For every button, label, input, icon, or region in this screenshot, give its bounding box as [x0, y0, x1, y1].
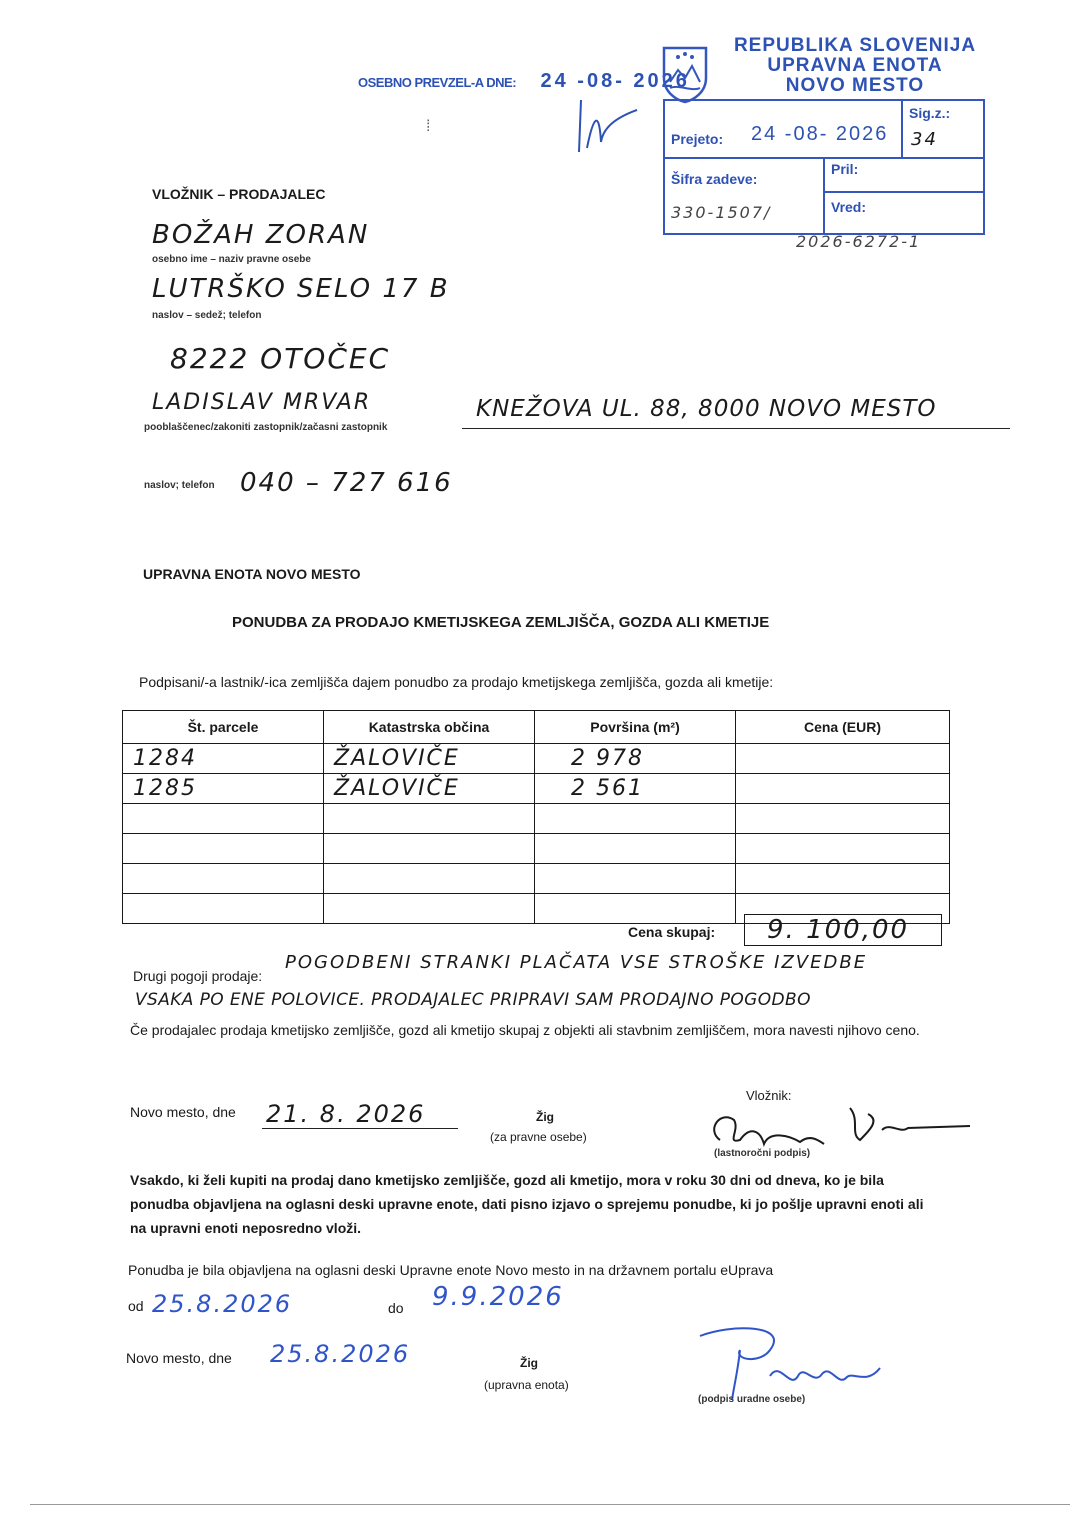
- authority-name: UPRAVNA ENOTA NOVO MESTO: [143, 566, 361, 582]
- cell-area: [535, 894, 736, 924]
- pril-label: Pril:: [831, 161, 859, 177]
- cell-cadastral: ŽALOVIČE: [324, 744, 535, 774]
- stamp-line1: REPUBLIKA SLOVENIJA: [733, 35, 977, 56]
- applicant-section-title: VLOŽNIK – PRODAJALEC: [152, 186, 326, 202]
- col-header-price: Cena (EUR): [736, 711, 950, 744]
- cell-parcel: [123, 894, 324, 924]
- note-text: Če prodajalec prodaja kmetijsko zemljišče, gozd ali kmetijo skupaj z objekti ali stavbnim zemljiščem, mora navesti njihovo ceno.: [130, 1022, 920, 1038]
- publication-to-label: do: [388, 1300, 404, 1316]
- received-stamp-date: 24 -08- 2026: [540, 70, 690, 92]
- intro-text: Podpisani/-a lastnik/-ica zemljišča dajem ponudbo za prodajo kmetijskega zemljišča, gozda ali kmetije:: [139, 674, 774, 690]
- sig-value: 34: [911, 129, 938, 150]
- total-box: [744, 914, 942, 946]
- table-row: [123, 864, 950, 894]
- signature-caption: (lastnoročni podpis): [714, 1148, 811, 1159]
- cell-area: [535, 834, 736, 864]
- cell-price: [736, 834, 950, 864]
- seal-caption: (za pravne osebe): [490, 1130, 587, 1144]
- cell-area: 2 978: [535, 744, 736, 774]
- signing-date: 21. 8. 2026: [266, 1100, 426, 1128]
- col-header-cadastral: Katastrska občina: [324, 711, 535, 744]
- received-signature: [565, 88, 645, 158]
- authority-stamp-title: [715, 36, 995, 96]
- signing-place-label: Novo mesto, dne: [130, 1104, 236, 1120]
- representative-address: KNEŽOVA UL. 88, 8000 NOVO MESTO: [476, 396, 937, 422]
- seal-label: Žig: [536, 1110, 554, 1124]
- publication-to-date: 9.9.2026: [432, 1282, 564, 1312]
- sig-label: Sig.z.:: [909, 105, 951, 121]
- coat-of-arms-icon: [660, 44, 710, 104]
- official-seal-caption: (upravna enota): [484, 1378, 569, 1392]
- applicant-name: BOŽAH ZORAN: [152, 220, 370, 250]
- cell-cadastral: [324, 804, 535, 834]
- applicant-address: LUTRŠKO SELO 17 B: [152, 274, 450, 304]
- cell-area: 2 561: [535, 774, 736, 804]
- conditions-label: Drugi pogoji prodaje:: [133, 968, 263, 984]
- cell-parcel: 1285: [123, 774, 324, 804]
- stamp-line2: UPRAVNA ENOTA: [767, 55, 943, 76]
- prejeto-label: Prejeto:: [671, 131, 724, 147]
- publication-from-date: 25.8.2026: [152, 1290, 293, 1318]
- cell-cadastral: ŽALOVIČE: [324, 774, 535, 804]
- official-signature-caption: (podpis uradne osebe): [698, 1394, 806, 1405]
- case-number-continued: 2026-6272-1: [796, 232, 922, 251]
- conditions-line1: POGODBENI STRANKI PLAČATA VSE STROŠKE IZVEDBE: [285, 952, 868, 973]
- received-stamp-label: OSEBNO PREVZEL-A DNE:: [358, 75, 517, 90]
- applicant-name-caption: osebno ime – naziv pravne osebe: [152, 254, 311, 265]
- official-place-label: Novo mesto, dne: [126, 1350, 232, 1366]
- cell-price: [736, 804, 950, 834]
- publication-text: Ponudba je bila objavljena na oglasni deski Upravne enote Novo mesto in na državnem portalu eUprava: [128, 1262, 774, 1278]
- representative-underline: [462, 428, 1010, 429]
- cell-parcel: [123, 834, 324, 864]
- cell-area: [535, 804, 736, 834]
- total-value: 9. 100,00: [767, 915, 910, 945]
- official-date: 25.8.2026: [270, 1340, 411, 1368]
- official-seal-label: Žig: [520, 1356, 538, 1370]
- vred-label: Vred:: [831, 199, 867, 215]
- cell-parcel: 1284: [123, 744, 324, 774]
- sifra-value: 330-1507/: [671, 203, 772, 222]
- cell-cadastral: [324, 864, 535, 894]
- applicant-city: 8222 OTOČEC: [170, 342, 391, 375]
- margin-mark: ⁞: [426, 118, 431, 135]
- applicant-label: Vložnik:: [746, 1088, 792, 1103]
- representative-caption: pooblaščenec/zakoniti zastopnik/začasni zastopnik: [144, 422, 388, 433]
- stamp-vred-cell: [825, 193, 983, 233]
- col-header-parcel: Št. parcele: [123, 711, 324, 744]
- applicant-address-caption: naslov – sedež; telefon: [152, 310, 262, 321]
- scan-bottom-line: [30, 1504, 1070, 1505]
- table-header-row: [123, 711, 950, 744]
- notice-text: Vsakdo, ki želi kupiti na prodaj dano kmetijsko zemljišče, gozd ali kmetijo, mora v roku 30 dni od dneva, ko je bila ponudba objavljena na oglasni deski upravne enote, dati pisno izjavo o sprejemu ponudbe, ki jo pošlje upravni enoti ali na upravni enoti neposredno vloži.: [130, 1172, 924, 1236]
- phone-value: 040 – 727 616: [240, 468, 453, 498]
- cell-price: [736, 864, 950, 894]
- table-row: [123, 804, 950, 834]
- table-row: [123, 744, 950, 774]
- stamp-prejeto-cell: [665, 101, 903, 159]
- parcel-table: [122, 710, 950, 924]
- representative-name: LADISLAV MRVAR: [152, 390, 372, 415]
- col-header-area: Površina (m²): [535, 711, 736, 744]
- sifra-label: Šifra zadeve:: [671, 171, 758, 187]
- cell-parcel: [123, 864, 324, 894]
- cell-cadastral: [324, 894, 535, 924]
- total-label: Cena skupaj:: [628, 924, 716, 940]
- stamp-sig-cell: [903, 101, 983, 159]
- cell-price: [736, 774, 950, 804]
- stamp-sifra-cell: [665, 159, 825, 233]
- conditions-line2: VSAKA PO ENE POLOVICE. PRODAJALEC PRIPRAVI SAM PRODAJNO POGODBO: [135, 990, 811, 1010]
- stamp-line3: NOVO MESTO: [785, 75, 925, 96]
- signing-date-underline: [262, 1128, 458, 1129]
- form-title: PONUDBA ZA PRODAJO KMETIJSKEGA ZEMLJIŠČA, GOZDA ALI KMETIJE: [232, 614, 770, 631]
- cell-area: [535, 864, 736, 894]
- stamp-pril-cell: [825, 159, 983, 193]
- phone-caption: naslov; telefon: [144, 480, 215, 491]
- cell-price: [736, 744, 950, 774]
- table-row: [123, 834, 950, 864]
- cell-parcel: [123, 804, 324, 834]
- authority-stamp-box: [663, 99, 985, 235]
- table-row: [123, 774, 950, 804]
- cell-cadastral: [324, 834, 535, 864]
- prejeto-value: 24 -08- 2026: [751, 123, 889, 145]
- publication-from-label: od: [128, 1298, 144, 1314]
